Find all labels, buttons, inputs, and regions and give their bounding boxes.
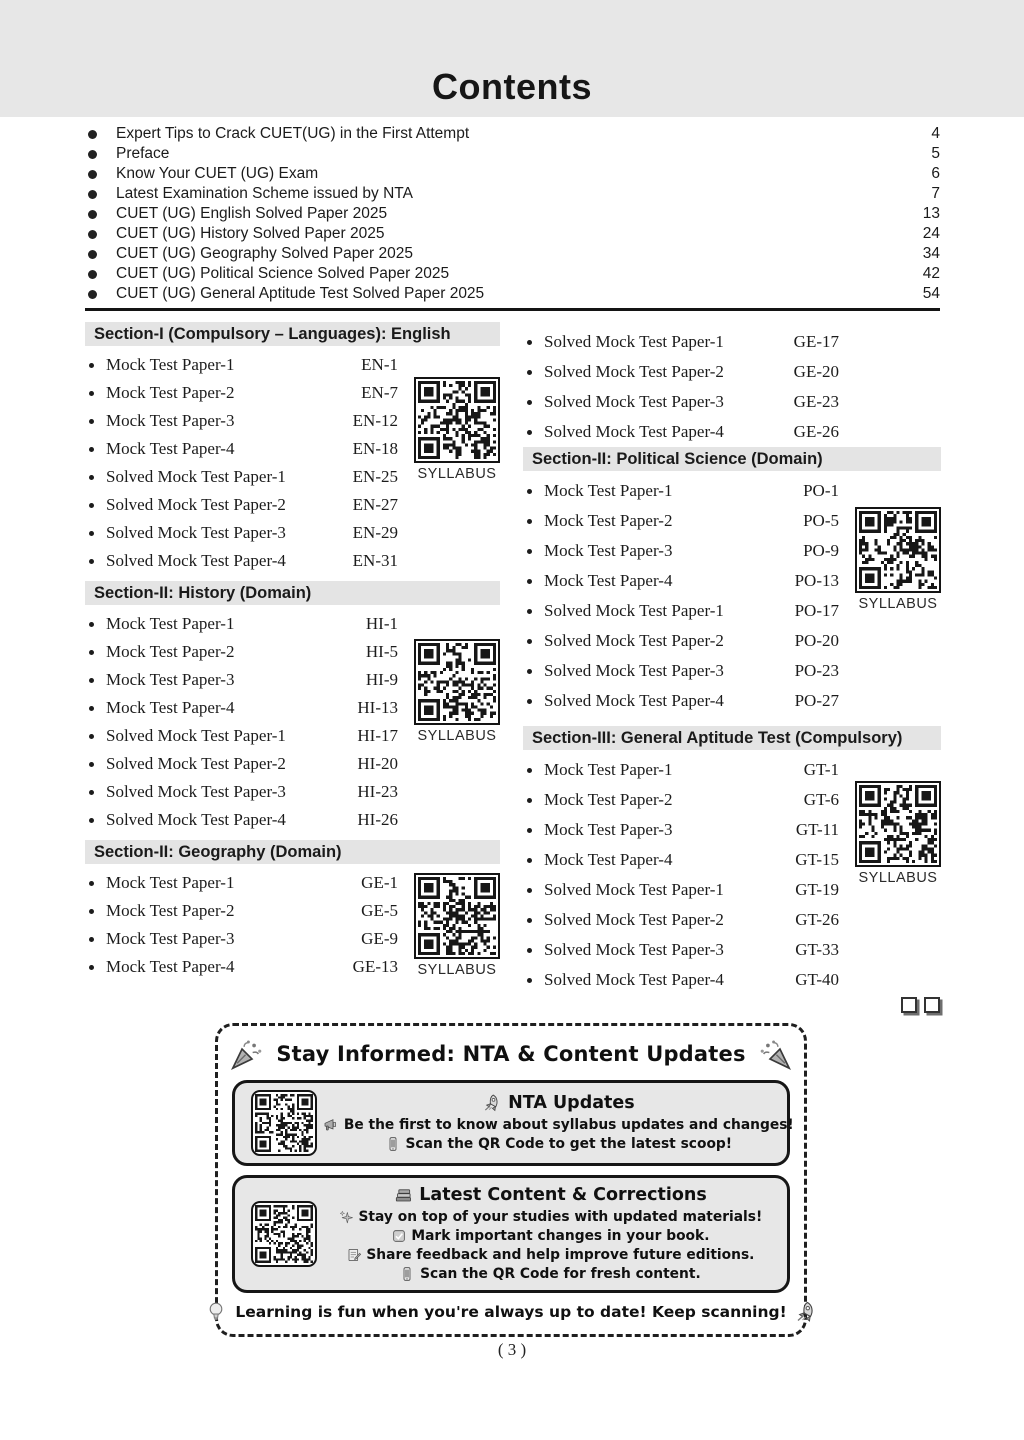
toc-item [85,953,398,981]
toc-item-ref: GE-17 [793,332,839,351]
toc-item [523,626,839,656]
bullet-icon [527,918,532,923]
bullet-icon [89,475,94,480]
toc-item [85,379,398,407]
content-corrections-line-3: Share feedback and help improve future editions. [323,1246,777,1265]
bullet-icon [527,609,532,614]
toc-item-ref: HI-1 [365,614,398,633]
toc-item-label: Mock Test Paper-4 [106,439,235,458]
toc-item-ref: HI-9 [365,670,398,689]
bullet-icon [89,937,94,942]
bullet-icon [89,559,94,564]
toc-item [523,785,839,815]
toc-item-label: Solved Mock Test Paper-1 [544,601,724,620]
toc-item [85,407,398,435]
memo-icon [346,1247,362,1263]
toc-item [523,357,839,387]
toc-item-ref: GT-11 [795,820,839,839]
toc-item-ref: HI-5 [365,642,398,661]
qr-code-icon [859,785,937,863]
bullet-icon [527,579,532,584]
front-matter-label: Expert Tips to Crack CUET(UG) in the First Attempt [116,125,470,142]
front-matter-item [85,224,940,244]
front-matter-label: CUET (UG) History Solved Paper 2025 [116,225,385,242]
nta-updates-title: NTA Updates [323,1093,794,1113]
toc-item-ref: EN-1 [361,355,398,374]
bullet-icon [527,948,532,953]
toc-item-label: Solved Mock Test Paper-1 [106,726,286,745]
bullet-icon [527,669,532,674]
bullet-icon [89,965,94,970]
bullet-icon [88,190,97,199]
front-matter-item [85,204,940,224]
toc-item-label: Mock Test Paper-1 [544,760,673,779]
page-title: Contents [432,66,592,107]
bullet-icon [527,340,532,345]
toc-item-label: Mock Test Paper-4 [544,850,673,869]
toc-item-ref: GE-5 [361,901,398,920]
toc-right-column [523,322,941,995]
toc-item-label: Solved Mock Test Paper-2 [544,362,724,381]
toc-item-label: Solved Mock Test Paper-3 [544,940,724,959]
toc-item-label: Mock Test Paper-1 [106,355,235,374]
syllabus-label: SYLLABUS [417,962,497,978]
front-matter-label: CUET (UG) English Solved Paper 2025 [116,205,388,222]
stay-informed-box [215,1023,807,1337]
toc-item-label: Solved Mock Test Paper-3 [106,782,286,801]
bullet-icon [88,250,97,259]
toc-item [523,506,839,536]
section-header: Section-I (Compulsory – Languages): English [85,322,500,346]
qr-code-icon [418,877,496,955]
bullet-icon [527,519,532,524]
toc-item-ref: EN-29 [352,523,398,542]
toc-item-ref: EN-27 [352,495,398,514]
toc-item-label: Mock Test Paper-1 [106,873,235,892]
toc-item-ref: HI-20 [357,754,398,773]
bullet-icon [88,170,97,179]
front-matter-page-number: 34 [922,245,940,262]
bullet-icon [527,858,532,863]
bullet-icon [527,699,532,704]
bullet-icon [89,790,94,795]
content-corrections-title: Latest Content & Corrections [323,1185,777,1205]
toc-item [523,476,839,506]
toc-item-ref: EN-18 [352,439,398,458]
front-matter-label: Know Your CUET (UG) Exam [116,165,319,182]
toc-item-ref: GE-23 [793,392,839,411]
toc-item [523,905,839,935]
toc-item-ref: PO-13 [794,571,839,590]
section-header: Section-II: Political Science (Domain) [523,447,941,471]
syllabus-label: SYLLABUS [858,870,938,886]
front-matter-page-number: 54 [922,285,940,302]
books-icon [393,1185,413,1205]
toc-item-ref: PO-17 [794,601,839,620]
front-matter-page-number: 6 [931,165,940,182]
toc-item-ref: EN-7 [361,383,398,402]
front-matter-item [85,184,940,204]
toc-item-label: Mock Test Paper-4 [106,698,235,717]
front-matter-label: Latest Examination Scheme issued by NTA [116,185,413,202]
toc-item [85,491,398,519]
sparkles-icon [338,1209,354,1225]
toc-item-label: Solved Mock Test Paper-2 [544,631,724,650]
nta-updates-panel [232,1080,794,1166]
nta-updates-qr-code [251,1090,317,1156]
toc-item [85,806,398,834]
content-corrections-panel [232,1175,790,1293]
toc-item-label: Solved Mock Test Paper-3 [544,392,724,411]
front-matter-label: CUET (UG) Geography Solved Paper 2025 [116,245,413,262]
toc-item-label: Mock Test Paper-1 [106,614,235,633]
front-matter-list [85,124,940,304]
toc-item-label: Mock Test Paper-1 [544,481,673,500]
stay-informed-tagline: Learning is fun when you're always up to date! Keep scanning! [218,1300,804,1324]
front-matter-item [85,164,940,184]
front-matter-page-number: 42 [922,265,940,282]
syllabus-qr-block [411,377,503,482]
toc-item [523,935,839,965]
bullet-icon [88,130,97,139]
toc-item-ref: GE-13 [352,957,398,976]
front-matter-item [85,284,940,304]
bullet-icon [89,622,94,627]
toc-item-label: Solved Mock Test Paper-4 [544,691,724,710]
phone-icon [399,1266,415,1282]
toc-item [85,925,398,953]
toc-item-ref: HI-17 [357,726,398,745]
toc-item-label: Solved Mock Test Paper-2 [544,910,724,929]
toc-item-ref: GT-15 [795,850,839,869]
toc-item [85,435,398,463]
toc-item [523,686,839,716]
bullet-icon [89,391,94,396]
bullet-icon [89,706,94,711]
toc-item-label: Mock Test Paper-2 [106,901,235,920]
toc-item-ref: PO-23 [794,661,839,680]
bullet-icon [89,447,94,452]
bullet-icon [89,909,94,914]
toc-item [85,778,398,806]
bullet-icon [88,290,97,299]
front-matter-page-number: 7 [931,185,940,202]
toc-item [85,897,398,925]
toc-item [523,536,839,566]
stay-informed-title: Stay Informed: NTA & Content Updates [276,1042,746,1066]
toc-item-ref: GT-26 [795,910,839,929]
toc-item [85,463,398,491]
toc-item-ref: GE-20 [793,362,839,381]
toc-item [85,722,398,750]
bullet-icon [89,678,94,683]
toc-item-ref: EN-31 [352,551,398,570]
content-corrections-scan-line: Scan the QR Code for fresh content. [323,1265,777,1284]
syllabus-label: SYLLABUS [858,596,938,612]
bullet-icon [88,270,97,279]
light-bulb-icon [204,1300,228,1324]
toc-item-ref: GT-33 [795,940,839,959]
divider-rule [85,308,940,311]
front-matter-label: CUET (UG) General Aptitude Test Solved Paper 2025 [116,285,485,302]
bullet-icon [527,978,532,983]
toc-item [85,638,398,666]
toc-item-label: Mock Test Paper-3 [106,670,235,689]
toc-item [523,387,839,417]
page-number: ( 3 ) [497,1340,527,1359]
content-corrections-line-1: Stay on top of your studies with updated materials! [323,1208,777,1227]
front-matter-page-number: 4 [931,125,940,142]
toc-item-label: Solved Mock Test Paper-4 [544,970,724,989]
bullet-icon [89,762,94,767]
toc-item-label: Mock Test Paper-3 [106,411,235,430]
toc-item-label: Solved Mock Test Paper-1 [544,880,724,899]
rocket-icon [482,1093,502,1113]
front-matter-item [85,264,940,284]
syllabus-label: SYLLABUS [417,466,497,482]
syllabus-qr-block [411,639,503,744]
front-matter-page-number: 13 [922,205,940,222]
toc-section [85,840,500,981]
toc-section [85,322,500,575]
toc-item-ref: PO-20 [794,631,839,650]
bullet-icon [527,370,532,375]
toc-item-label: Mock Test Paper-2 [106,383,235,402]
end-of-toc-mark [901,997,940,1013]
toc-item-label: Solved Mock Test Paper-1 [106,467,286,486]
section-header: Section-II: Geography (Domain) [85,840,500,864]
bullet-icon [527,489,532,494]
rocket-icon [794,1300,818,1324]
toc-section [523,322,941,447]
syllabus-label: SYLLABUS [417,728,497,744]
toc-item-label: Solved Mock Test Paper-1 [544,332,724,351]
toc-item-ref: HI-13 [357,698,398,717]
toc-item [523,327,839,357]
toc-section [85,581,500,834]
front-matter-label: CUET (UG) Political Science Solved Paper 2025 [116,265,450,282]
bullet-icon [88,230,97,239]
toc-item [85,351,398,379]
toc-item-ref: GT-19 [795,880,839,899]
bullet-icon [89,363,94,368]
toc-item-ref: GE-9 [361,929,398,948]
toc-item-label: Solved Mock Test Paper-4 [106,551,286,570]
toc-item-label: Mock Test Paper-2 [544,511,673,530]
bullet-icon [89,503,94,508]
front-matter-item [85,244,940,264]
bullet-icon [89,734,94,739]
toc-item-ref: PO-9 [803,541,839,560]
bullet-icon [88,150,97,159]
bullet-icon [89,818,94,823]
content-corrections-line-2: Mark important changes in your book. [323,1227,777,1246]
toc-item-ref: EN-25 [352,467,398,486]
front-matter-item [85,144,940,164]
bullet-icon [527,798,532,803]
bullet-icon [527,888,532,893]
toc-item [523,845,839,875]
toc-section [523,447,941,716]
bullet-icon [527,828,532,833]
bullet-icon [527,549,532,554]
bullet-icon [527,430,532,435]
toc-item [523,417,839,447]
toc-item-label: Solved Mock Test Paper-2 [106,754,286,773]
toc-item-label: Mock Test Paper-3 [544,820,673,839]
toc-item [523,596,839,626]
front-matter-label: Preface [116,145,170,162]
content-corrections-qr-code [251,1201,317,1267]
bullet-icon [89,650,94,655]
toc-item-label: Solved Mock Test Paper-4 [106,810,286,829]
toc-item-label: Mock Test Paper-3 [106,929,235,948]
toc-item [523,566,839,596]
syllabus-qr-block [852,507,944,612]
toc-item-ref: PO-1 [803,481,839,500]
bullet-icon [89,881,94,886]
bullet-icon [527,400,532,405]
toc-item-ref: PO-27 [794,691,839,710]
qr-code-icon [418,381,496,459]
syllabus-qr-block [852,781,944,886]
bullet-icon [89,419,94,424]
party-popper-icon [758,1037,792,1071]
toc-item [85,750,398,778]
front-matter-page-number: 5 [931,145,940,162]
bullet-icon [527,768,532,773]
toc-item-ref: GT-40 [795,970,839,989]
toc-item [85,519,398,547]
toc-item-ref: PO-5 [803,511,839,530]
bullet-icon [527,639,532,644]
toc-item [523,875,839,905]
toc-left-column [85,322,500,981]
toc-item-ref: GE-26 [793,422,839,441]
nta-updates-line: Be the first to know about syllabus updates and changes! [323,1116,794,1135]
bullet-icon [88,210,97,219]
toc-item [85,694,398,722]
nta-updates-scan-line: Scan the QR Code to get the latest scoop! [323,1135,794,1154]
qr-code-icon [859,511,937,589]
toc-item [523,815,839,845]
toc-item-label: Solved Mock Test Paper-2 [106,495,286,514]
toc-item [85,547,398,575]
section-header: Section-III: General Aptitude Test (Compulsory) [523,726,941,750]
toc-item [85,869,398,897]
toc-item [85,610,398,638]
toc-item-ref: GE-1 [361,873,398,892]
toc-item-ref: HI-23 [357,782,398,801]
toc-item-ref: HI-26 [357,810,398,829]
megaphone-icon [323,1117,339,1133]
phone-icon [385,1136,401,1152]
toc-item-label: Mock Test Paper-4 [544,571,673,590]
toc-item-label: Mock Test Paper-3 [544,541,673,560]
toc-item-label: Mock Test Paper-2 [544,790,673,809]
bullet-icon [89,531,94,536]
toc-item [523,965,839,995]
toc-item-ref: GT-6 [803,790,839,809]
toc-section [523,726,941,995]
toc-item-label: Solved Mock Test Paper-3 [106,523,286,542]
section-item-list [523,327,941,447]
toc-item-label: Solved Mock Test Paper-3 [544,661,724,680]
toc-item-ref: GT-1 [803,760,839,779]
front-matter-item [85,124,940,144]
party-popper-icon [230,1037,264,1071]
qr-code-icon [418,643,496,721]
front-matter-page-number: 24 [922,225,940,242]
toc-item-ref: EN-12 [352,411,398,430]
section-header: Section-II: History (Domain) [85,581,500,605]
toc-item-label: Mock Test Paper-4 [106,957,235,976]
toc-item [85,666,398,694]
syllabus-qr-block [411,873,503,978]
toc-item-label: Mock Test Paper-2 [106,642,235,661]
toc-item-label: Solved Mock Test Paper-4 [544,422,724,441]
toc-item [523,656,839,686]
toc-item [523,755,839,785]
checkbox-icon [391,1228,407,1244]
